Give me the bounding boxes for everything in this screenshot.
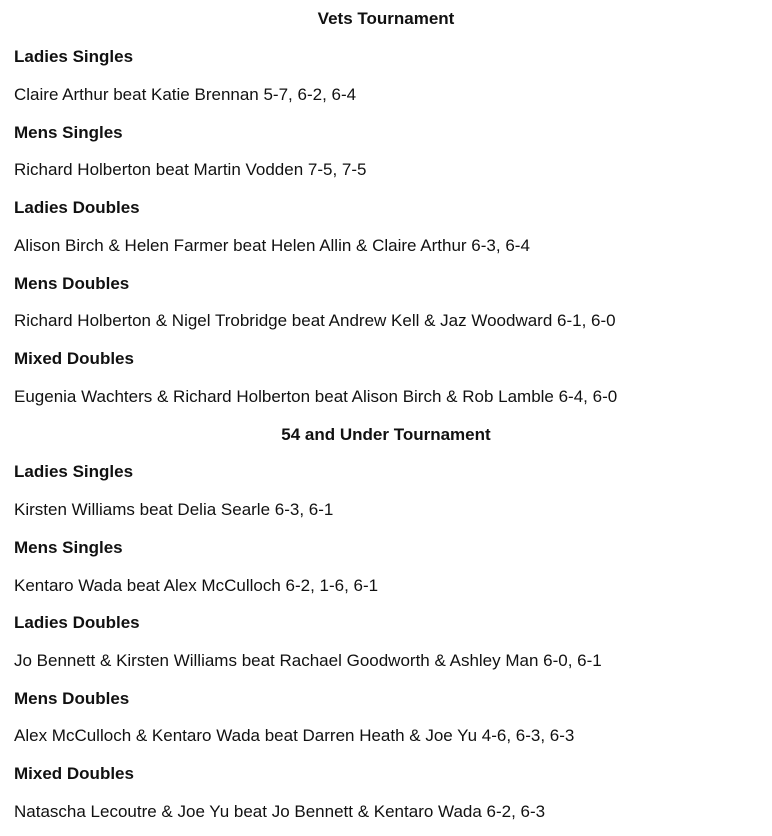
event-result: Alex McCulloch & Kentaro Wada beat Darren Heath & Joe Yu 4-6, 6-3, 6-3 [14, 726, 575, 745]
event-result: Kirsten Williams beat Delia Searle 6-3, 6-1 [14, 500, 334, 519]
event-category: Ladies Doubles [14, 198, 140, 217]
event-result: Jo Bennett & Kirsten Williams beat Rachael Goodworth & Ashley Man 6-0, 6-1 [14, 651, 602, 670]
event-category: Ladies Singles [14, 462, 134, 481]
event-result: Kentaro Wada beat Alex McCulloch 6-2, 1-6, 6-1 [14, 576, 379, 595]
event-category: Mens Doubles [14, 689, 130, 708]
event-category: Mixed Doubles [14, 764, 134, 783]
event-category: Mens Doubles [14, 274, 130, 293]
event-result: Natascha Lecoutre & Joe Yu beat Jo Bennett & Kentaro Wada 6-2, 6-3 [14, 802, 546, 821]
event-result: Alison Birch & Helen Farmer beat Helen Allin & Claire Arthur 6-3, 6-4 [14, 236, 530, 255]
event-result: Eugenia Wachters & Richard Holberton beat Alison Birch & Rob Lamble 6-4, 6-0 [14, 387, 618, 406]
event-category: Mixed Doubles [14, 349, 134, 368]
event-category: Ladies Doubles [14, 613, 140, 632]
event-result: Claire Arthur beat Katie Brennan 5-7, 6-2, 6-4 [14, 85, 357, 104]
event-category: Ladies Singles [14, 47, 134, 66]
event-category: Mens Singles [14, 538, 123, 557]
section-title-vets: Vets Tournament [317, 9, 455, 28]
section-title-54-and-under: 54 and Under Tournament [281, 425, 491, 444]
event-category: Mens Singles [14, 123, 123, 142]
event-result: Richard Holberton & Nigel Trobridge beat Andrew Kell & Jaz Woodward 6-1, 6-0 [14, 311, 616, 330]
event-result: Richard Holberton beat Martin Vodden 7-5, 7-5 [14, 160, 367, 179]
